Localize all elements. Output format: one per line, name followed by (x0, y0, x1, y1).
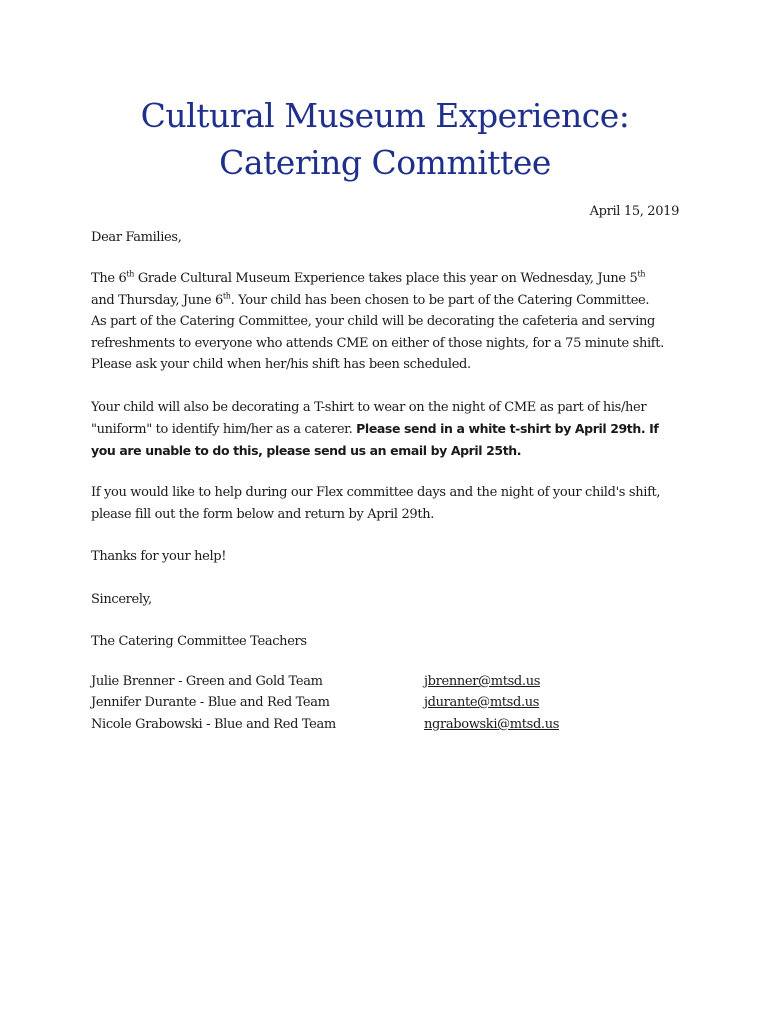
paragraph1-line2-text-a: and Thursday, June 6 (91, 293, 223, 308)
paragraph1-line1-text-b: Grade Cultural Museum Experience takes place this year on Wednesday, June 5 (134, 271, 638, 286)
thanks-line: Thanks for your help! (91, 549, 227, 564)
paragraph2-line2-bold: Please send in a white t-shirt by April 29th. If (356, 421, 659, 436)
contact-name: Julie Brenner - Green and Gold Team (91, 674, 323, 689)
paragraph2-line2-plain: "uniform" to identify him/her as a caterer. (91, 422, 357, 437)
contact-email-link[interactable]: jbrenner@mtsd.us (424, 674, 541, 689)
paragraph1-line1 (91, 268, 645, 290)
paragraph1-line2 (91, 290, 649, 312)
letter-date: April 15, 2019 (589, 204, 679, 219)
paragraph3-line1: If you would like to help during our Flex committee days and the night of your child's shift, (91, 485, 661, 500)
document-title-line1: Cultural Museum Experience: (140, 96, 630, 135)
contact-email-link[interactable]: jdurante@mtsd.us (424, 695, 540, 710)
paragraph2-line3 (91, 440, 521, 463)
closing-line: Sincerely, (91, 592, 152, 607)
contact-row (91, 717, 691, 738)
contact-row (91, 674, 691, 695)
paragraph1-line1-text-a: The 6 (91, 271, 127, 286)
paragraph1-line4: refreshments to everyone who attends CME on either of those nights, for a 75 minute shift. (91, 336, 664, 351)
paragraph1-line3: As part of the Catering Committee, your child will be decorating the cafeteria and serving (91, 314, 655, 329)
contact-email-link[interactable]: ngrabowski@mtsd.us (424, 717, 560, 732)
paragraph2-line1: Your child will also be decorating a T-shirt to wear on the night of CME as part of his/her (91, 400, 647, 415)
signature-line: The Catering Committee Teachers (91, 634, 307, 649)
paragraph1-line5: Please ask your child when her/his shift has been scheduled. (91, 357, 471, 372)
contact-name: Jennifer Durante - Blue and Red Team (91, 695, 330, 710)
ordinal-suffix: th (126, 269, 135, 279)
paragraph2-line2 (91, 418, 658, 441)
contact-row (91, 695, 691, 716)
ordinal-suffix: th (637, 269, 646, 279)
document-title-line2: Catering Committee (219, 143, 551, 182)
paragraph1-line2-text-b: . Your child has been chosen to be part of the Catering Committee. (230, 293, 650, 308)
salutation: Dear Families, (91, 230, 182, 245)
contact-name: Nicole Grabowski - Blue and Red Team (91, 717, 336, 732)
paragraph3-line2: please fill out the form below and return by April 29th. (91, 507, 435, 522)
paragraph2-line3-bold: you are unable to do this, please send us an email by April 25th. (91, 443, 522, 458)
ordinal-suffix: th (222, 291, 231, 301)
